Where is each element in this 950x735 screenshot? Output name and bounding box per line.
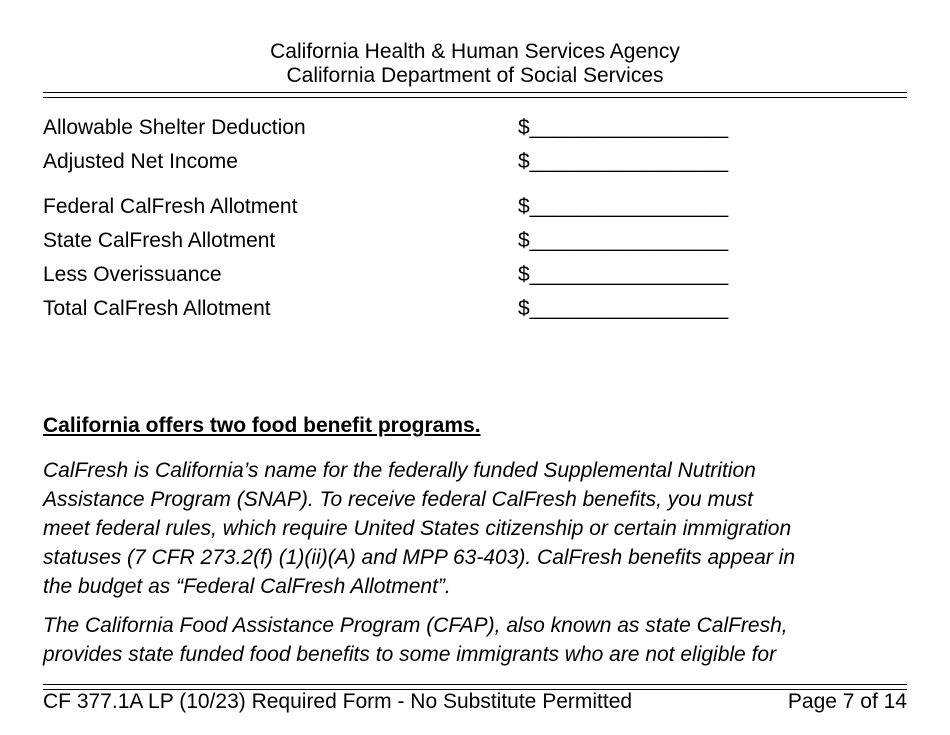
form-identifier: CF 377.1A LP (10/23) Required Form - No Substitute Permitted (43, 690, 633, 713)
paragraph-line: provides state funded food benefits to some immigrants who are not eligible for (43, 643, 777, 666)
budget-row-amount-blank: $_________________ (518, 150, 729, 173)
budget-row-total-calfresh-allotment (43, 295, 843, 323)
budget-row-state-calfresh-allotment (43, 227, 843, 255)
budget-row-amount-blank: $_________________ (518, 263, 729, 286)
budget-row-less-overissuance (43, 261, 843, 289)
cfap-paragraph (43, 611, 907, 669)
header-divider (43, 92, 907, 98)
budget-row-label: Adjusted Net Income (43, 150, 238, 173)
paragraph-line: meet federal rules, which require United States citizenship or certain immigration (43, 517, 792, 540)
budget-row-allowable-shelter-deduction (43, 114, 843, 142)
budget-row-federal-calfresh-allotment (43, 193, 843, 221)
budget-row-amount-blank: $_________________ (518, 297, 729, 320)
budget-row-amount-blank: $_________________ (518, 229, 729, 252)
paragraph-line: the budget as “Federal CalFresh Allotment”. (43, 575, 451, 598)
paragraph-line: The California Food Assistance Program (CFAP), also known as state CalFresh, (43, 614, 788, 637)
budget-row-label: Total CalFresh Allotment (43, 297, 271, 320)
budget-row-label: Allowable Shelter Deduction (43, 116, 306, 139)
page-number: Page 7 of 14 (787, 690, 907, 713)
budget-row-amount-blank: $_________________ (518, 116, 729, 139)
department-name: California Department of Social Services (286, 64, 664, 87)
paragraph-line: statuses (7 CFR 273.2(f) (1)(ii)(A) and MPP 63-403). CalFresh benefits appear in (43, 546, 796, 569)
paragraph-line: Assistance Program (SNAP). To receive federal CalFresh benefits, you must (43, 488, 754, 511)
calfresh-paragraph (43, 456, 907, 601)
page-header (0, 40, 950, 88)
paragraph-line: CalFresh is California’s name for the federally funded Supplemental Nutrition (43, 459, 756, 482)
budget-row-label: Federal CalFresh Allotment (43, 195, 298, 218)
budget-row-amount-blank: $_________________ (518, 195, 729, 218)
section-title: California offers two food benefit programs. (43, 414, 481, 437)
budget-row-label: State CalFresh Allotment (43, 229, 276, 252)
agency-name: California Health & Human Services Agency (270, 40, 680, 63)
budget-row-label: Less Overissuance (43, 263, 222, 286)
budget-row-adjusted-net-income (43, 148, 843, 176)
